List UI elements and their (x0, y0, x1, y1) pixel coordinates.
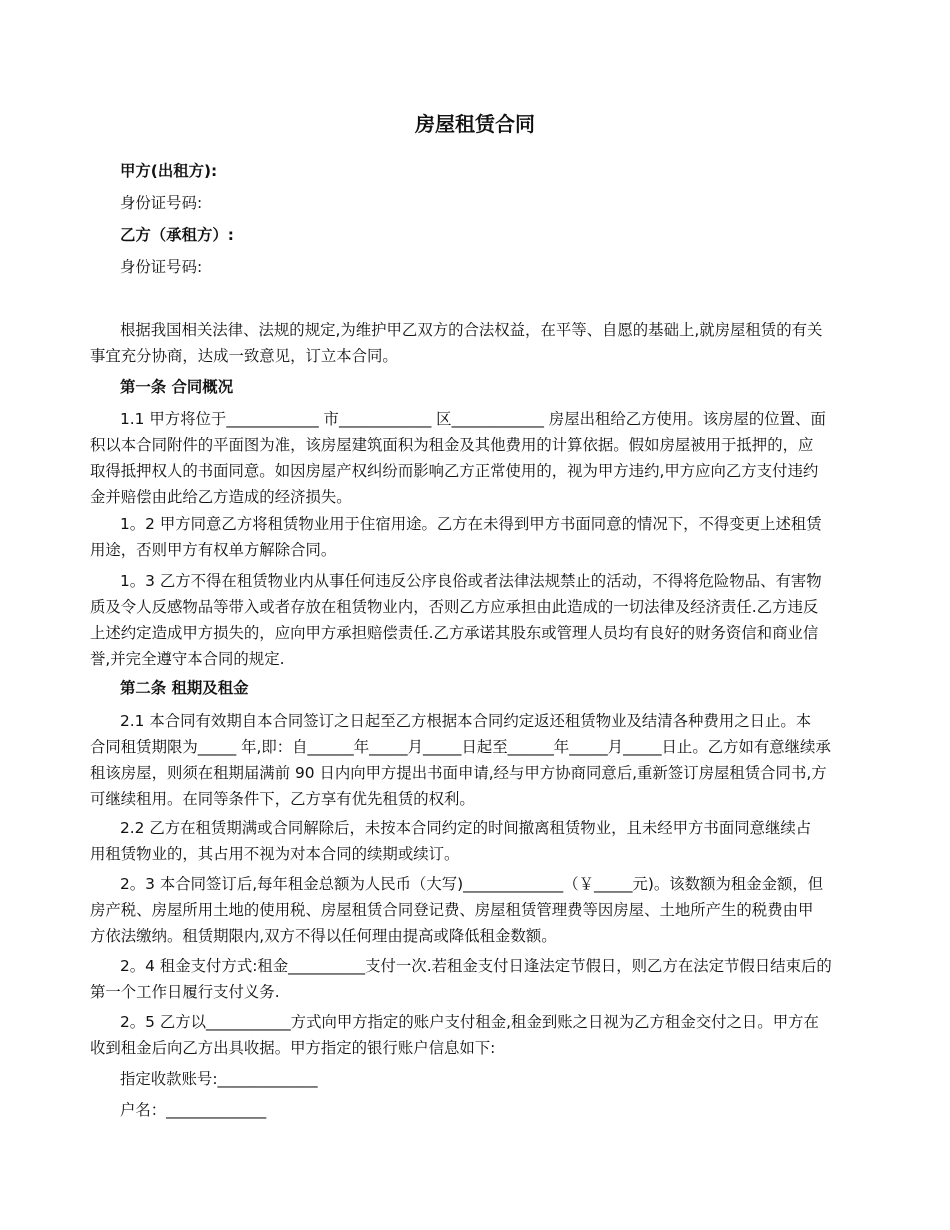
account-number-field: 指定收款账号:_____________ (120, 1070, 318, 1088)
clause-1-2-line: 1。2 甲方同意乙方将租赁物业用于住宿用途。乙方在未得到甲方书面同意的情况下，不得变更上述租赁 (120, 515, 822, 533)
intro-line: 事宜充分协商，达成一致意见，订立本合同。 (90, 347, 398, 365)
page-title: 房屋租赁合同 (415, 112, 535, 136)
clause-2-1-line: 合同租赁期限为_____ 年,即：自______年_____月_____日起至______年_____月_____日止。乙方如有意继续承 (90, 738, 831, 756)
clause-2-2-line: 2.2 乙方在租赁期满或合同解除后，未按本合同约定的时间撤离租赁物业，且未经甲方书面同意继续占 (120, 819, 812, 837)
party-a-id-label: 身份证号码: (120, 194, 203, 212)
clause-2-5-line: 2。5 乙方以___________方式向甲方指定的账户支付租金,租金到账之日视为乙方租金交付之日。甲方在 (120, 1013, 819, 1031)
clause-1-1-line: 金并赔偿由此给乙方造成的经济损失。 (90, 488, 352, 506)
clause-2-3-line: 方依法缴纳。租赁期限内,双方不得以任何理由提高或降低租金数额。 (90, 927, 557, 945)
clause-1-1-line: 积以本合同附件的平面图为准，该房屋建筑面积为租金及其他费用的计算依据。假如房屋被用于抵押的，应 (90, 436, 814, 454)
clause-1-2-line: 用途，否则甲方有权单方解除合同。 (90, 541, 337, 559)
party-b-label: 乙方（承租方）: (120, 226, 234, 244)
clause-2-3-line: 房产税、房屋所用土地的使用税、房屋租赁合同登记费、房屋租赁管理费等因房屋、土地所产生的税费由甲 (90, 901, 814, 919)
clause-2-2-line: 用租赁物业的，其占用不视为对本合同的续期或续订。 (90, 845, 460, 863)
clause-2-1-line: 租该房屋，则须在租期届满前 90 日内向甲方提出书面申请,经与甲方协商同意后,重新签订房屋租赁合同书,方 (90, 764, 827, 782)
clause-1-3-line: 誉,并完全遵守本合同的规定. (90, 650, 285, 668)
party-b-id-label: 身份证号码: (120, 258, 203, 276)
clause-1-3-line: 上述约定造成甲方损失的，应向甲方承担赔偿责任.乙方承诺其股东或管理人员均有良好的财务资信和商业信 (90, 624, 819, 642)
article-1-heading: 第一条 合同概况 (120, 378, 234, 396)
clause-1-1-line: 1.1 甲方将位于____________ 市____________ 区____________ 房屋出租给乙方使用。该房屋的位置、面 (120, 410, 826, 428)
clause-1-1-line: 取得抵押权人的书面同意。如因房屋产权纠纷而影响乙方正常使用的，视为甲方违约,甲方应向乙方支付违约 (90, 462, 819, 480)
clause-2-4-line: 第一个工作日履行支付义务. (90, 983, 280, 1001)
party-a-label: 甲方(出租方): (120, 162, 218, 180)
clause-2-1-line: 可继续租用。在同等条件下，乙方享有优先租赁的权利。 (90, 790, 475, 808)
article-2-heading: 第二条 租期及租金 (120, 679, 249, 697)
account-name-field: 户名：_____________ (120, 1101, 267, 1119)
clause-2-1-line: 2.1 本合同有效期自本合同签订之日起至乙方根据本合同约定返还租赁物业及结清各种费用之日止。本 (120, 712, 812, 730)
clause-2-5-line: 收到租金后向乙方出具收据。甲方指定的银行账户信息如下: (90, 1039, 496, 1057)
clause-1-3-line: 质及令人反感物品等带入或者存放在租赁物业内，否则乙方应承担由此造成的一切法律及经济责任.乙方违反 (90, 598, 819, 616)
clause-2-4-line: 2。4 租金支付方式:租金__________支付一次.若租金支付日逢法定节假日，则乙方在法定节假日结束后的 (120, 957, 832, 975)
clause-1-3-line: 1。3 乙方不得在租赁物业内从事任何违反公序良俗或者法律法规禁止的活动，不得将危险物品、有害物 (120, 572, 822, 590)
clause-2-3-line: 2。3 本合同签订后,每年租金总额为人民币（大写)_____________（￥_____元)。该数额为租金金额，但 (120, 875, 824, 893)
intro-line: 根据我国相关法律、法规的规定,为维护甲乙双方的合法权益，在平等、自愿的基础上,就房屋租赁的有关 (120, 321, 823, 339)
